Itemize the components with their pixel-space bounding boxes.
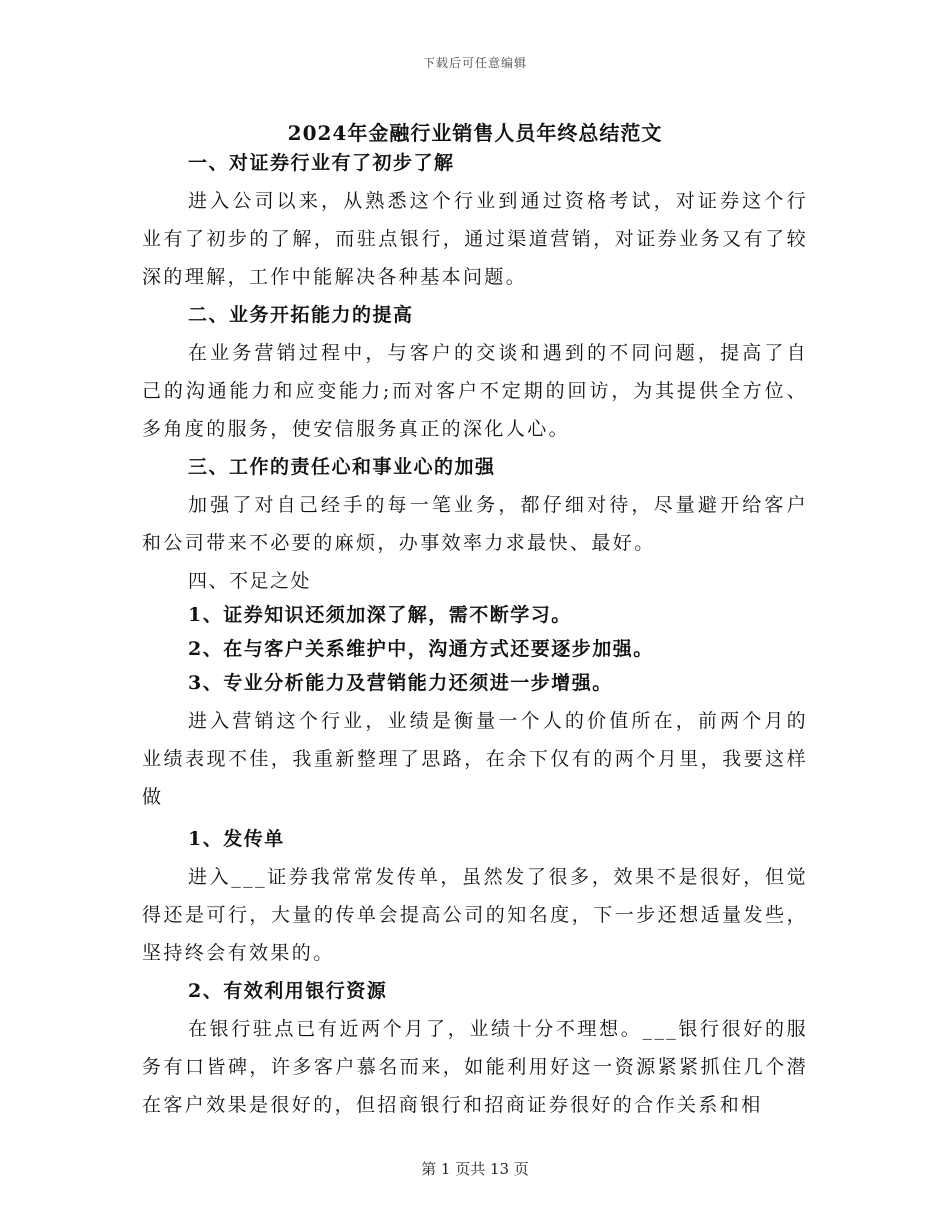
plan-heading-1: 1、发传单 [188, 828, 285, 850]
section-heading-3: 三、工作的责任心和事业心的加强 [188, 456, 496, 478]
paragraph-3: 加强了对自己经手的每一笔业务，都仔细对待，尽量避开给客户和公司带来不必要的麻烦，办事效率力求最快、最好。 [142, 494, 808, 554]
shortcoming-item-1: 1、证券知识还须加深了解，需不断学习。 [188, 604, 572, 626]
paragraph-2: 在业务营销过程中，与客户的交谈和遇到的不同问题，提高了自己的沟通能力和应变能力;而对客户不定期的回访，为其提供全方位、多角度的服务，使安信服务真正的深化人心。 [142, 342, 808, 440]
paragraph-4: 进入营销这个行业，业绩是衡量一个人的价值所在，前两个月的业绩表现不佳，我重新整理了思路，在余下仅有的两个月里，我要这样做 [142, 710, 808, 808]
page-footer: 第 1 页共 13 页 [421, 1160, 529, 1178]
document-title: 2024年金融行业销售人员年终总结范文 [287, 121, 663, 145]
paragraph-5: 进入___证券我常常发传单，虽然发了很多，效果不是很好，但觉得还是可行，大量的传单会提高公司的知名度，下一步还想适量发些，坚持终会有效果的。 [142, 866, 808, 964]
document-body [142, 148, 808, 1128]
shortcoming-item-3: 3、专业分析能力及营销能力还须进一步增强。 [188, 672, 613, 694]
paragraph-1: 进入公司以来，从熟悉这个行业到通过资格考试，对证券这个行业有了初步的了解，而驻点银行，通过渠道营销，对证券业务又有了较深的理解，工作中能解决各种基本问题。 [142, 190, 808, 288]
shortcoming-item-2: 2、在与客户关系维护中，沟通方式还要逐步加强。 [188, 638, 654, 660]
paragraph-6: 在银行驻点已有近两个月了，业绩十分不理想。___银行很好的服务有口皆碑，许多客户慕名而来，如能利用好这一资源紧紧抓住几个潜在客户效果是很好的，但招商银行和招商证券很好的合作关系和相 [142, 1018, 808, 1116]
section-heading-1: 一、对证券行业有了初步了解 [188, 152, 455, 174]
page-header: 下载后可任意编辑 [422, 56, 527, 70]
section-heading-4: 四、不足之处 [188, 570, 312, 592]
plan-heading-2: 2、有效利用银行资源 [188, 980, 388, 1002]
section-heading-2: 二、业务开拓能力的提高 [188, 304, 414, 326]
